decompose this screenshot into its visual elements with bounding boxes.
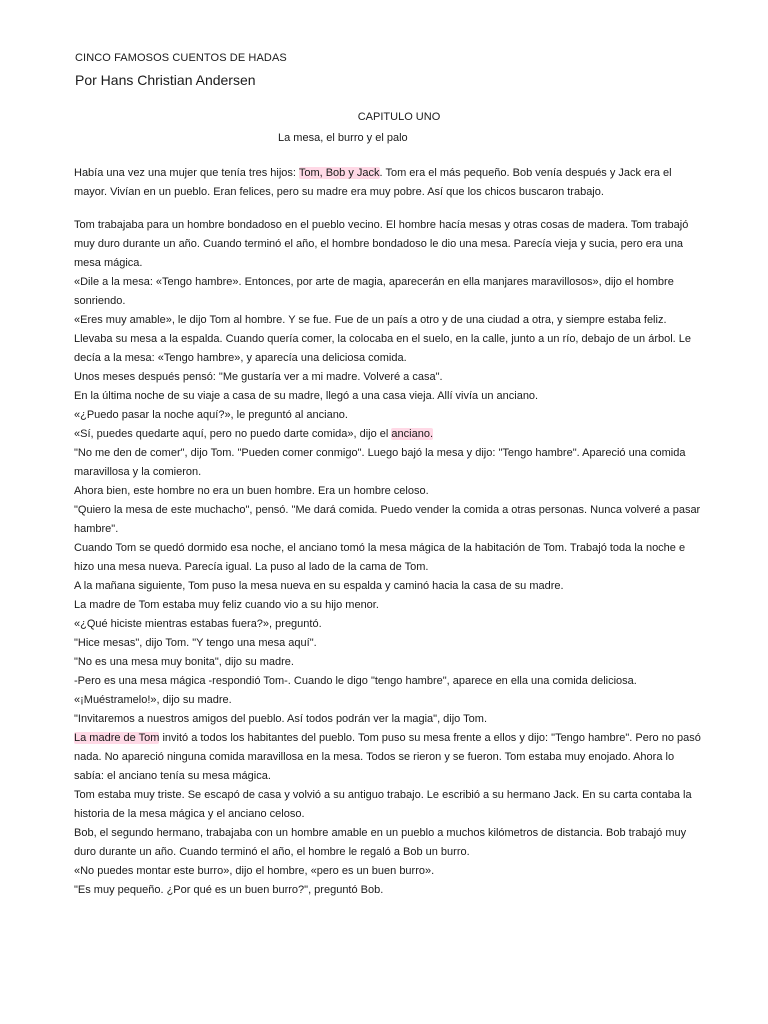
paragraph: "Invitaremos a nuestros amigos del pueblo. Así todos podrán ver la magia", dijo Tom. [74,713,487,725]
paragraph: «No puedes montar este burro», dijo el hombre, «pero es un buen burro». [74,865,435,877]
chapter-number: CAPITULO UNO [357,111,441,123]
paragraph: «Dile a la mesa: «Tengo hambre». Entonces, por arte de magia, aparecerán en ella manjares maravillosos», dijo el hombre sonriendo. [74,276,674,307]
paragraph: "Quiero la mesa de este muchacho", pensó. "Me dará comida. Puedo vender la comida a otras personas. Nunca volveré a pasar hambre". [74,504,701,535]
paragraph: «¿Qué hiciste mientras estabas fuera?», preguntó. [74,618,322,630]
paragraph: "Es muy pequeño. ¿Por qué es un buen burro?", preguntó Bob. [74,884,384,896]
paragraph: Cuando Tom se quedó dormido esa noche, el anciano tomó la mesa mágica de la habitación de Tom. Trabajó toda la noche e hizo una mesa nueva. Parecía igual. La puso al lado de la cama de Tom. [74,542,686,573]
paragraph: La madre de Tom estaba muy feliz cuando vio a su hijo menor. [74,599,379,611]
highlight: Tom, Bob y Jack [298,167,380,179]
paragraph: Unos meses después pensó: "Me gustaría ver a mi madre. Volveré a casa". [74,371,443,383]
paragraph: «¡Muéstramelo!», dijo su madre. [74,694,232,706]
paragraph: «Sí, puedes quedarte aquí, pero no puedo darte comida», dijo el anciano. [74,428,433,440]
chapter-title: La mesa, el burro y el palo [278,132,408,144]
paragraph: En la última noche de su viaje a casa de su madre, llegó a una casa vieja. Allí vivía un anciano. [74,390,539,402]
paragraph: "No me den de comer", dijo Tom. "Pueden comer conmigo". Luego bajó la mesa y dijo: "Tengo hambre". Apareció una comida maravillosa y la comieron. [74,447,686,478]
author-line: Por Hans Christian Andersen [75,72,256,88]
paragraph: Ahora bien, este hombre no era un buen hombre. Era un hombre celoso. [74,485,429,497]
paragraph: «¿Puedo pasar la noche aquí?», le preguntó al anciano. [74,409,348,421]
paragraph: Bob, el segundo hermano, trabajaba con un hombre amable en un pueblo a muchos kilómetros de distancia. Bob trabajó muy duro durante un año. Cuando terminó el año, el hombre le regaló a Bob un burro. [74,827,687,858]
paragraph: Tom estaba muy triste. Se escapó de casa y volvió a su antiguo trabajo. Le escribió a su hermano Jack. En su carta contaba la historia de la mesa mágica y el anciano celoso. [74,789,692,820]
story-body [74,164,702,900]
paragraph: "No es una mesa muy bonita", dijo su madre. [74,656,294,668]
highlight: anciano. [391,428,433,440]
paragraph: A la mañana siguiente, Tom puso la mesa nueva en su espalda y caminó hacia la casa de su madre. [74,580,564,592]
book-title: CINCO FAMOSOS CUENTOS DE HADAS [75,52,287,64]
paragraph: -Pero es una mesa mágica -respondió Tom-. Cuando le digo "tengo hambre", aparece en ella una comida deliciosa. [74,675,637,687]
paragraph: Había una vez una mujer que tenía tres hijos: Tom, Bob y Jack. Tom era el más pequeño. Bob venía después y Jack era el mayor. Vivían en un pueblo. Eran felices, pero su madre era muy pobre. Así que los chicos buscaron trabajo. [74,167,672,198]
chapter-heading [0,111,768,123]
paragraph: «Eres muy amable», le dijo Tom al hombre. Y se fue. Fue de un país a otro y de una ciudad a otra, y siempre estaba feliz. Llevaba su mesa a la espalda. Cuando quería comer, la colocaba en el suelo, en la calle, junto a un río, debajo de un árbol. Le decía a la mesa: «Tengo hambre», y aparecía una deliciosa comida. [74,314,692,364]
paragraph: "Hice mesas", dijo Tom. "Y tengo una mesa aquí". [74,637,317,649]
paragraph: Tom trabajaba para un hombre bondadoso en el pueblo vecino. El hombre hacía mesas y otras cosas de madera. Tom trabajó muy duro durante un año. Cuando terminó el año, el hombre bondadoso le dio una mesa. Parecía vieja y sucia, pero era una mesa mágica. [74,219,689,269]
highlight: La madre de Tom [74,732,160,744]
paragraph: La madre de Tom invitó a todos los habitantes del pueblo. Tom puso su mesa frente a ellos y dijo: "Tengo hambre". Pero no pasó nada. No apareció ninguna comida maravillosa en la mesa. Todos se rieron y se fueron. Tom estaba muy enojado. Ahora lo sabía: el anciano tenía su mesa mágica. [74,732,701,782]
